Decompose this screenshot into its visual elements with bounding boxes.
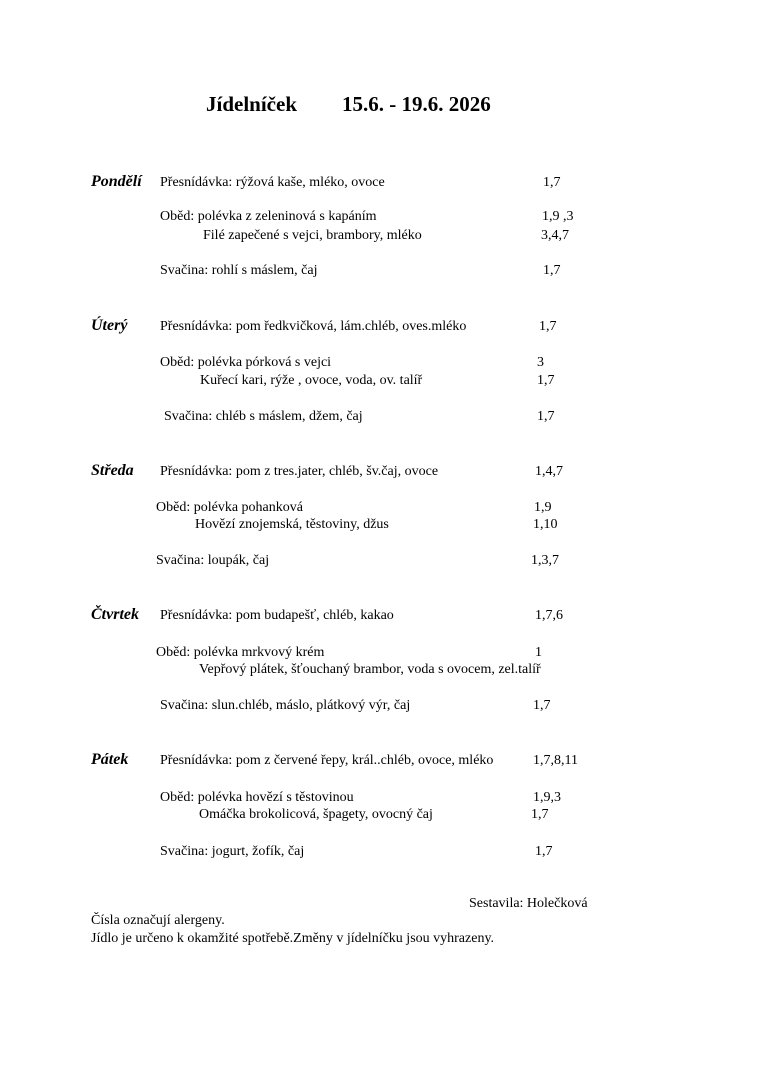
meal-line: Svačina: chléb s máslem, džem, čaj: [164, 409, 363, 424]
allergen-code: 1,9,3: [533, 790, 561, 805]
meal-line: Omáčka brokolicová, špagety, ovocný čaj: [199, 807, 433, 822]
day-name: Čtvrtek: [91, 606, 139, 623]
allergen-code: 1,7: [543, 175, 561, 190]
meal-line: Přesnídávka: pom budapešť, chléb, kakao: [160, 608, 394, 623]
allergen-code: 1,7: [537, 373, 555, 388]
allergen-code: 1,4,7: [535, 464, 563, 479]
meal-line: Filé zapečené s vejci, brambory, mléko: [203, 228, 422, 243]
meal-line: Přesnídávka: pom z tres.jater, chléb, šv.čaj, ovoce: [160, 464, 439, 479]
allergen-code: 1,3,7: [531, 553, 559, 568]
allergen-code: 1,7,8,11: [533, 753, 578, 768]
allergen-code: 1,7: [535, 844, 553, 859]
meal-line: Přesnídávka: pom ředkvičková, lám.chléb, oves.mléko: [160, 319, 467, 334]
meal-line: Oběd: polévka mrkvový krém: [156, 645, 325, 660]
allergen-code: 3: [537, 355, 544, 370]
meal-line: Oběd: polévka hovězí s těstovinou: [160, 790, 354, 805]
allergen-code: 3,4,7: [541, 228, 569, 243]
meal-line: Svačina: jogurt, žofík, čaj: [160, 844, 305, 859]
meal-line: Svačina: slun.chléb, máslo, plátkový výr, čaj: [160, 698, 411, 713]
menu-dates: 15.6. - 19.6. 2026: [342, 92, 491, 116]
allergen-code: 1,9 ,3: [542, 209, 574, 224]
meal-line: Svačina: rohlí s máslem, čaj: [160, 263, 318, 278]
allergen-code: 1: [535, 645, 542, 660]
signature: Sestavila: Holečková: [469, 896, 588, 911]
day-name: Pondělí: [91, 173, 142, 190]
meal-line: Přesnídávka: pom z červené řepy, král..chléb, ovoce, mléko: [160, 753, 494, 768]
allergen-code: 1,7: [537, 409, 555, 424]
allergen-code: 1,7: [543, 263, 561, 278]
disclaimer-note: Jídlo je určeno k okamžité spotřebě.Změny v jídelníčku jsou vyhrazeny.: [91, 931, 495, 946]
meal-line: Hovězí znojemská, těstoviny, džus: [195, 517, 389, 532]
allergen-code: 1,7: [533, 698, 551, 713]
allergen-code: 1,7: [531, 807, 549, 822]
meal-line: Svačina: loupák, čaj: [156, 553, 270, 568]
allergen-code: 1,7,6: [535, 608, 563, 623]
menu-title: Jídelníček: [206, 92, 298, 116]
meal-line: Oběd: polévka pórková s vejci: [160, 355, 332, 370]
day-name: Úterý: [91, 317, 128, 334]
day-name: Středa: [91, 462, 134, 479]
day-name: Pátek: [91, 751, 129, 768]
allergen-code: 1,9: [534, 500, 552, 515]
meal-line: Vepřový plátek, šťouchaný brambor, voda s ovocem, zel.talíř: [199, 662, 541, 677]
allergen-note: Čísla označují alergeny.: [91, 913, 225, 928]
allergen-code: 1,10: [533, 517, 558, 532]
meal-line: Kuřecí kari, rýže , ovoce, voda, ov. talíř: [200, 373, 423, 388]
meal-line: Oběd: polévka z zeleninová s kapáním: [160, 209, 377, 224]
meal-line: Oběd: polévka pohanková: [156, 500, 303, 515]
allergen-code: 1,7: [539, 319, 557, 334]
meal-line: Přesnídávka: rýžová kaše, mléko, ovoce: [160, 175, 385, 190]
